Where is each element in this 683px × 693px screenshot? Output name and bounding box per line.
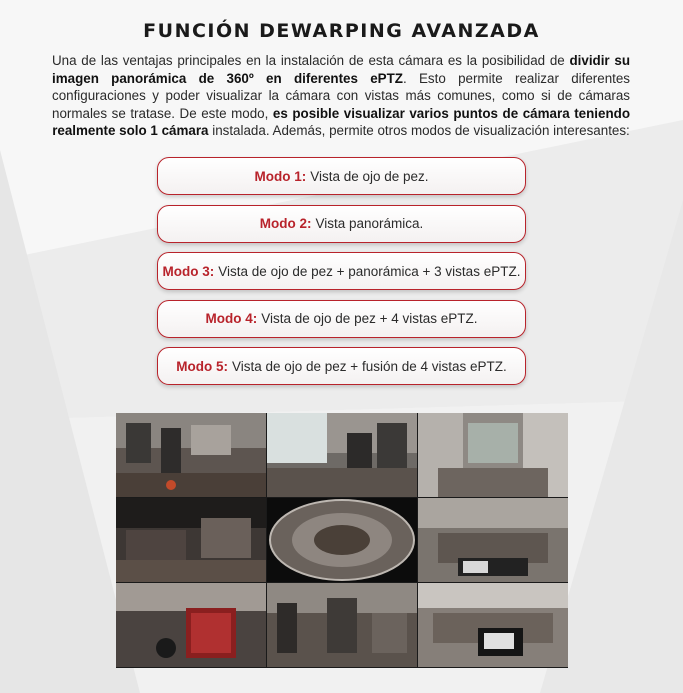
camera-view-8 (267, 583, 417, 667)
camera-view-fisheye (267, 498, 417, 582)
camera-view-1 (116, 413, 266, 497)
camera-views-grid (116, 413, 568, 668)
camera-view-4 (116, 498, 266, 582)
camera-view-2 (267, 413, 417, 497)
intro-paragraph: Una de las ventajas principales en la instalación de esta cámara es la posibilidad de dividir su imagen panorámica de 360º en diferentes ePTZ. Esto permite realizar diferentes configuraciones y poder visualizar la cámara con vistas más comunes, como si de cámaras normales se tratase. De este modo, es posible visualizar varios puntos de cámara teniendo realmente solo 1 cámara instalada. Además, permite otros modos de visualización interesantes: (52, 53, 630, 138)
camera-view-3 (418, 413, 568, 497)
camera-view-6 (418, 498, 568, 582)
camera-view-9 (418, 583, 568, 667)
mode-1-card: Modo 1: Vista de ojo de pez. (157, 157, 526, 195)
mode-2-card: Modo 2: Vista panorámica. (157, 205, 526, 243)
mode-4-card: Modo 4: Vista de ojo de pez + 4 vistas ePTZ. (157, 300, 526, 338)
modes-list (157, 157, 526, 395)
page-title: FUNCIÓN DEWARPING AVANZADA (143, 20, 540, 42)
camera-view-7 (116, 583, 266, 667)
mode-3-card: Modo 3: Vista de ojo de pez + panorámica + 3 vistas ePTZ. (157, 252, 526, 290)
mode-5-card: Modo 5: Vista de ojo de pez + fusión de 4 vistas ePTZ. (157, 347, 526, 385)
